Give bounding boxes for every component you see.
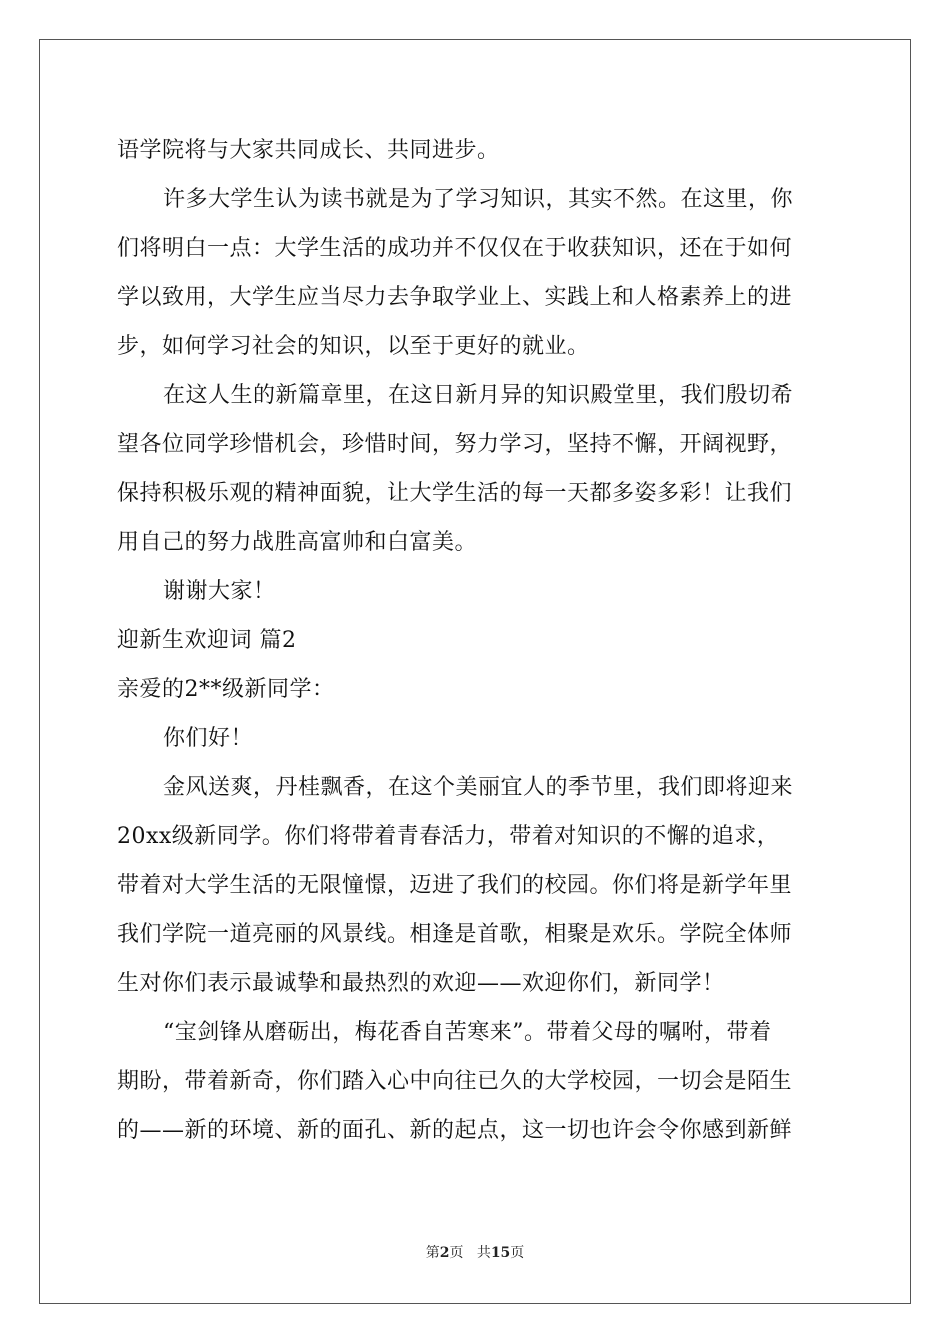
text-line: 许多大学生认为读书就是为了学习知识，其实不然。在这里，你 bbox=[163, 187, 794, 212]
text-line: 学以致用，大学生应当尽力去争取学业上、实践上和人格素养上的进 bbox=[117, 285, 793, 310]
text-line: 步，如何学习社会的知识，以至于更好的就业。 bbox=[117, 334, 590, 359]
text-line: 谢谢大家！ bbox=[163, 579, 276, 604]
text-line: 你们好！ bbox=[163, 726, 254, 751]
page-suffix: 页 bbox=[449, 1245, 464, 1261]
text-line: 生对你们表示最诚挚和最热烈的欢迎——欢迎你们，新同学！ bbox=[117, 971, 725, 996]
text-line: 在这人生的新篇章里，在这日新月异的知识殿堂里，我们殷切希 bbox=[163, 383, 794, 408]
section-heading: 迎新生欢迎词 篇2 bbox=[117, 628, 297, 653]
salutation: 亲爱的2**级新同学： bbox=[117, 677, 335, 702]
total-prefix: 共 bbox=[476, 1245, 491, 1261]
text-line: 期盼，带着新奇，你们踏入心中向往已久的大学校园，一切会是陌生 bbox=[117, 1069, 793, 1094]
total-pages: 15 bbox=[490, 1245, 511, 1261]
text-line: 20xx级新同学。你们将带着青春活力，带着对知识的不懈的追求， bbox=[117, 824, 780, 849]
page-footer bbox=[0, 1244, 950, 1262]
text-line: “宝剑锋从磨砺出，梅花香自苦寒来”。带着父母的嘱咐，带着 bbox=[163, 1020, 772, 1045]
text-line: 用自己的努力战胜高富帅和白富美。 bbox=[117, 530, 478, 555]
text-line: 带着对大学生活的无限憧憬，迈进了我们的校园。你们将是新学年里 bbox=[117, 873, 793, 898]
document-body bbox=[117, 126, 833, 1155]
text-line: 保持积极乐观的精神面貌，让大学生活的每一天都多姿多彩！让我们 bbox=[117, 481, 793, 506]
text-line: 我们学院一道亮丽的风景线。相逢是首歌，相聚是欢乐。学院全体师 bbox=[117, 922, 793, 947]
text-line: 语学院将与大家共同成长、共同进步。 bbox=[117, 138, 500, 163]
total-suffix: 页 bbox=[510, 1245, 525, 1261]
text-line: 金风送爽，丹桂飘香，在这个美丽宜人的季节里，我们即将迎来 bbox=[163, 775, 794, 800]
page-prefix: 第 bbox=[425, 1245, 440, 1261]
text-line: 的——新的环境、新的面孔、新的起点，这一切也许会令你感到新鲜 bbox=[117, 1118, 793, 1143]
page-number: 2 bbox=[439, 1245, 450, 1261]
text-line: 望各位同学珍惜机会，珍惜时间，努力学习，坚持不懈，开阔视野， bbox=[117, 432, 793, 457]
text-line: 们将明白一点：大学生活的成功并不仅仅在于收获知识，还在于如何 bbox=[117, 236, 793, 261]
